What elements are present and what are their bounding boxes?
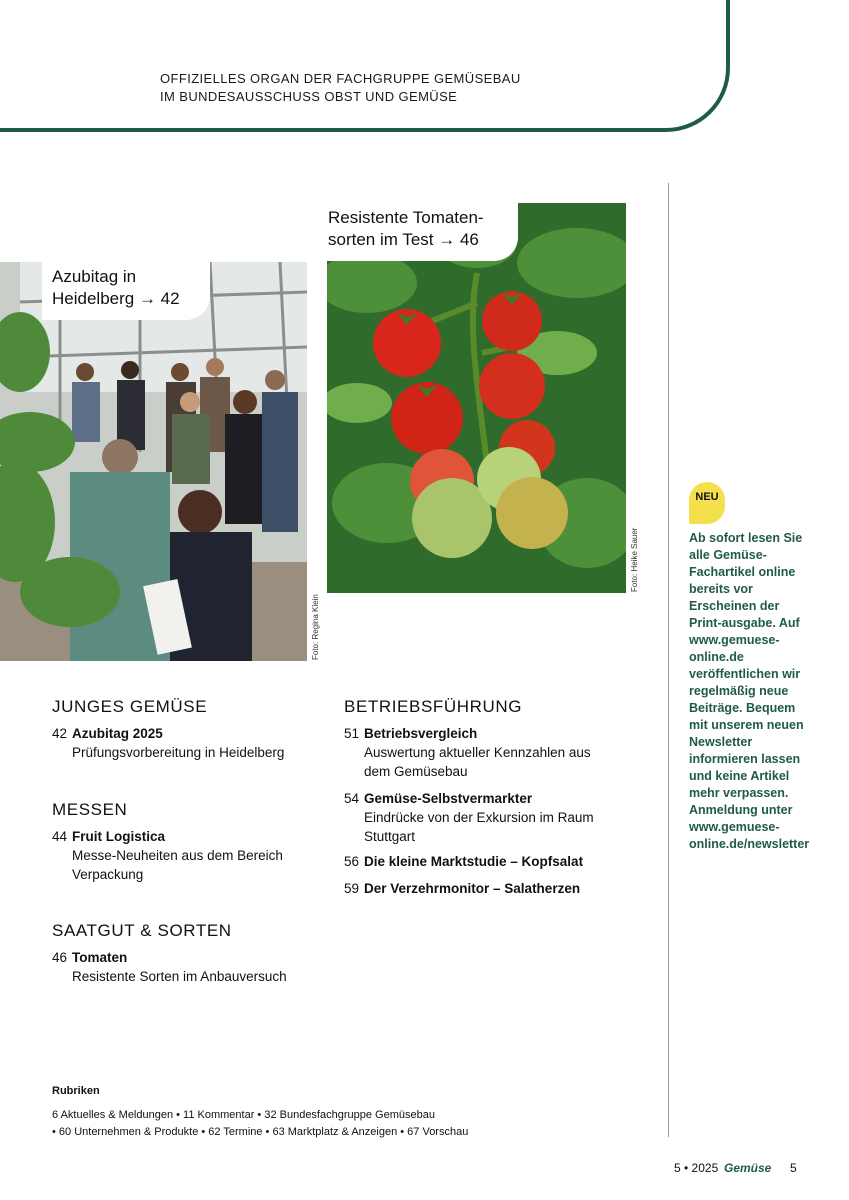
issue-number: 5 • 2025: [674, 1161, 719, 1175]
masthead-text: [160, 70, 521, 106]
section-title-betriebsfuehrung: BETRIEBSFÜHRUNG: [344, 697, 523, 716]
azubitag-caption-line-2: Heidelberg → 42: [52, 289, 180, 308]
toc-entry-fruit-logistica[interactable]: [52, 827, 332, 884]
azubitag-photo[interactable]: [0, 262, 307, 661]
page-number: 46: [52, 950, 68, 965]
entry-title: Gemüse-Selbstvermarkter: [364, 791, 533, 806]
page-number-footer: 5: [790, 1161, 797, 1175]
tomaten-caption-line-1: Resistente Tomaten-: [328, 208, 484, 227]
section-title-messen: MESSEN: [52, 800, 128, 819]
rubriken-line-2: • 60 Unternehmen & Produkte • 62 Termine • 63 Marktplatz & Anzeigen • 67 Vorschau: [52, 1126, 469, 1138]
entry-title: Betriebsvergleich: [364, 726, 478, 741]
entry-title: Tomaten: [72, 950, 128, 965]
header-frame: [0, 0, 730, 132]
online-notice-text: Ab sofort lesen Sie alle Gemüse-Fachartikel online bereits vor Erscheinen der Print-ausgabe. Auf www.gemuese-online.de veröffentlichen wir regelmäßig neue Beiträge. Bequem mit unserem neuen Newsletter informieren lassen und keine Artikel mehr verpassen. Anmeldung unter www.gemuese-online.de/newsletter: [689, 531, 810, 851]
section-title-saatgut-sorten: SAATGUT & SORTEN: [52, 921, 232, 940]
tomaten-photo[interactable]: [327, 203, 626, 593]
entry-description: Auswertung aktueller Kennzahlen aus: [364, 745, 591, 760]
rubriken-heading: Rubriken: [52, 1085, 100, 1097]
tomaten-caption[interactable]: [318, 203, 518, 261]
new-badge: NEU: [689, 482, 725, 524]
entry-description: Messe-Neuheiten aus dem Bereich: [72, 848, 283, 863]
toc-entry-selbstvermarkter[interactable]: [344, 789, 644, 846]
entry-title: Azubitag 2025: [72, 726, 163, 741]
entry-description: Resistente Sorten im Anbauversuch: [72, 969, 287, 984]
page-number: 42: [52, 726, 68, 741]
toc-entry-tomaten[interactable]: [52, 948, 332, 986]
entry-description: Prüfungsvorbereitung in Heidelberg: [72, 745, 285, 760]
page-number: 59: [344, 881, 360, 896]
entry-description-2: dem Gemüsebau: [364, 764, 468, 779]
section-title-junges-gemuese: JUNGES GEMÜSE: [52, 697, 208, 716]
page-number: 54: [344, 791, 360, 806]
masthead-line-1: OFFIZIELLES ORGAN DER FACHGRUPPE GEMÜSEBAU: [160, 71, 521, 86]
azubitag-caption[interactable]: [42, 262, 210, 320]
rubriken-line-1: 6 Aktuelles & Meldungen • 11 Kommentar • 32 Bundesfachgruppe Gemüsebau: [52, 1109, 435, 1121]
page-number: 44: [52, 829, 68, 844]
toc-entry-betriebsvergleich[interactable]: [344, 724, 644, 781]
masthead-line-2: IM BUNDESAUSSCHUSS OBST UND GEMÜSE: [160, 89, 458, 104]
azubitag-photo-credit: Foto: Regina Klein: [311, 594, 320, 660]
page-number: 56: [344, 854, 360, 869]
magazine-logo: [724, 1161, 771, 1175]
magazine-logo-text: Gemüse: [724, 1161, 772, 1175]
tomaten-photo-credit: Foto: Heike Sauer: [630, 527, 639, 592]
azubitag-caption-line-1: Azubitag in: [52, 267, 137, 286]
entry-description-2: Verpackung: [72, 867, 144, 882]
entry-title: Die kleine Marktstudie – Kopfsalat: [364, 854, 584, 869]
tomaten-caption-line-2: sorten im Test → 46: [328, 230, 479, 249]
page-number: 51: [344, 726, 360, 741]
entry-description: Eindrücke von der Exkursion im Raum: [364, 810, 594, 825]
toc-entry-azubitag[interactable]: [52, 724, 332, 762]
column-divider: [668, 183, 669, 1137]
entry-title: Fruit Logistica: [72, 829, 166, 844]
toc-entry-marktstudie-kopfsalat[interactable]: [344, 852, 644, 871]
entry-title: Der Verzehrmonitor – Salatherzen: [364, 881, 581, 896]
toc-entry-verzehrmonitor[interactable]: [344, 879, 644, 898]
entry-description-2: Stuttgart: [364, 829, 416, 844]
